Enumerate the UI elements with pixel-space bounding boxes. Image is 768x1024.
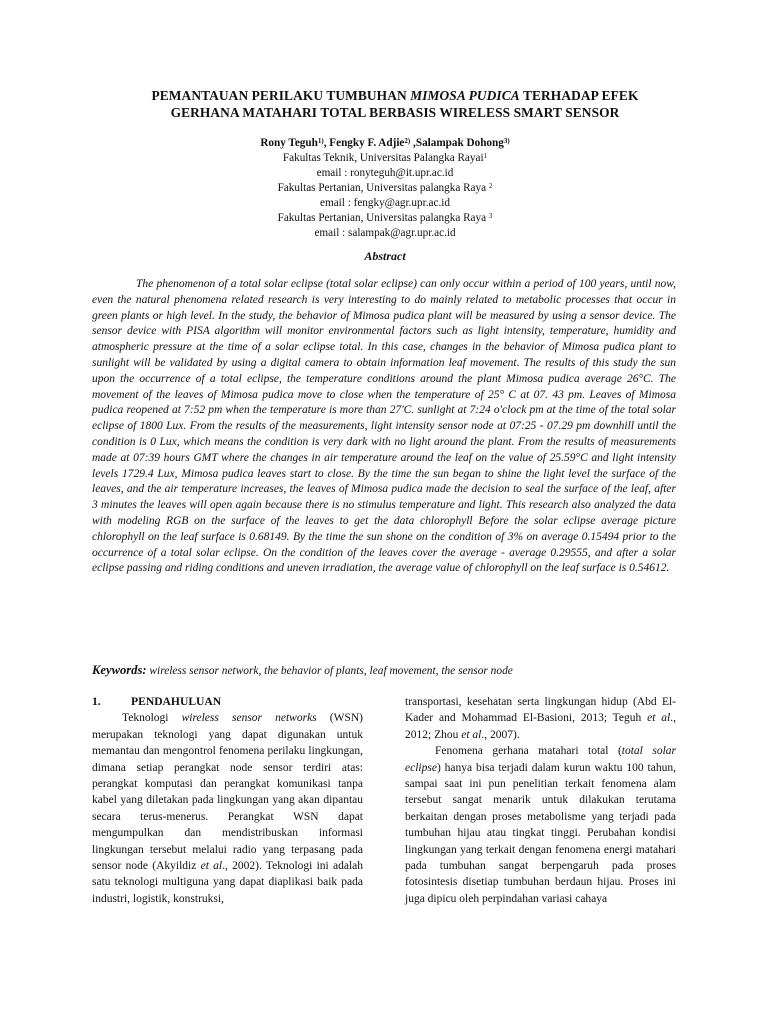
affiliation-3: [160, 211, 610, 226]
author-block: [160, 136, 610, 241]
author-2-mark: 2): [404, 137, 411, 145]
section-heading: [92, 694, 363, 710]
intro-p1-cont-start: transportasi, kesehatan serta lingkungan hidup (Abd El-Kader and Mohammad El-Basioni, 2013; Teguh: [405, 696, 676, 725]
affiliation-3-mark: 3: [488, 212, 493, 220]
right-column: [405, 694, 676, 907]
intro-p1-cont-etal-1: et al: [647, 712, 671, 725]
intro-p2-start: Fenomena gerhana matahari total (: [435, 745, 622, 758]
keywords-text: wireless sensor network, the behavior of plants, leaf movement, the sensor node: [146, 665, 513, 677]
affiliation-2-mark: 2: [488, 182, 493, 190]
paper-title: [100, 87, 690, 121]
author-3: ,Salampak Dohong: [410, 137, 504, 149]
abstract-text: The phenomenon of a total solar eclipse (total solar eclipse) can only occur within a period of 100 years, until now, even the natural phenomena related research is very interesting to do mainly related to metabolic processes that occur in green plants or high level. In the study, the behavior of Mimosa pudica plant will be measured by using a sensor device. The sensor device with PISA algorithm will monitor environmental factors such as light intensity, temperature, humidity and atmospheric pressure at the time of a solar eclipse total. In this case, changes in the behavior of Mimosa pudica plant to sunlight will be validated by using a digital camera to obtain information leaf movement. The results of this study the sun upon the occurrence of a total eclipse, the temperature conditions around the plant Mimosa pudica average 26°C. The movement of the leaves of Mimosa pudica move to close when the temperature of 25° C at 07. 43 pm. Leaves of Mimosa pudica reopened at 7:52 pm when the temperature is more than 27'C. sunlight at 7:24 o'clock pm at the time of the total solar eclipse of 1800 Lux. From the results of the measurements, light intensity sensor node at 07:25 - 07.29 pm downhill until the condition is 0 Lux, which means the condition is very dark with no light around the plant. From the results of measurements made at 07:39 hours GMT where the changes in air temperature around the leaf on the value of 25.59°C and light intensity levels 1729.4 Lux, Mimosa pudica leaves start to close. By the time the sun began to shine the light level the surface of the leaves, and the air temperature increases, the leaves of Mimosa pudica made the decision to seal the surface of the leaf, after 3 minutes the leaves will open again because there is no stimulus temperature and light. This research also analyzed the data with modeling RGB on the surface of the leaves to get the data chlorophyll Before the solar eclipse average picture chlorophyll on the leaf surface is 0.68149. By the time the sun shone on the condition of 3% on average 0.15494 prior to the occurrence of a total solar eclipse. On the condition of the leaves cover the average - average 0.29555, and after a solar eclipse passing and riding conditions and uneven irradiation, the average value of chlorophyll on the leaf surface is 0.54612.: [92, 278, 676, 575]
intro-p1-cont-etal-2: et al: [461, 728, 482, 741]
intro-paragraph-1: [92, 710, 363, 907]
title-line-1-end: TERHADAP EFEK: [519, 88, 639, 103]
left-column: [92, 694, 363, 907]
affiliation-2-text: Fakultas Pertanian, Universitas palangka Raya: [277, 182, 487, 194]
email-1: email : ronyteguh@it.upr.ac.id: [316, 167, 454, 179]
affiliation-1-mark: 1: [483, 152, 488, 160]
affiliation-2: [160, 181, 610, 196]
section-title: PENDAHULUAN: [131, 695, 222, 708]
intro-p2-body: ) hanya bisa terjadi dalam kurun waktu 100 tahun, sampai saat ini pun penelitian terkait fenomena alam tersebut sangat menarik untuk dilakukan terutama berkaitan dengan proses metabolisme yang terjadi pada tumbuhan hijau atau tingkat tinggi. Perubahan kondisi lingkungan yang terkait dengan fenomena energi matahari pada tumbuhan sangat berpengaruh pada proses fotosintesis disetiap tumbuhan berdaun hijau. Proses ini juga dipicu oleh perpindahan variasi cahaya: [405, 761, 676, 905]
intro-p1-end: ., 2002). Teknologi ini adalah satu teknologi multiguna yang dapat diaplikasi baik pada industri, logistik, konstruksi,: [92, 860, 363, 905]
intro-p1-term: wireless sensor networks: [181, 712, 317, 725]
abstract-heading: Abstract: [364, 249, 406, 263]
author-2: , Fengky F. Adjie: [323, 137, 405, 149]
title-species-name: MIMOSA PUDICA: [410, 88, 520, 103]
intro-p1-cont-middle: ., 2012; Zhou: [405, 712, 676, 741]
intro-paragraph-2: [405, 743, 676, 907]
affiliation-1: [160, 151, 610, 166]
intro-p1-start: Teknologi: [122, 712, 182, 725]
title-line-2: GERHANA MATAHARI TOTAL BERBASIS WIRELESS SMART SENSOR: [170, 105, 620, 120]
email-2: email : fengky@agr.upr.ac.id: [320, 197, 450, 209]
author-1: Rony Teguh: [260, 137, 318, 149]
author-3-mark: 3): [503, 137, 510, 145]
intro-p1-body: (WSN) merupakan teknologi yang dapat digunakan untuk memantau dan mengontrol fenomena perilaku lingkungan, dimana setiap perangkat node sensor terdiri atas: perangkat komputasi dan perangkat komunikasi tanpa kabel yang diletakan pada lingkungan yang akan dipantau secara terus-menerus. Perangkat WSN dapat mengumpulkan dan mendistribuskan informasi lingkungan tersebut melalui radio yang terpasang pada sensor node (Akyildiz: [92, 712, 364, 873]
intro-p1-etal: et al: [200, 860, 223, 873]
title-line-1-start: PEMANTAUAN PERILAKU TUMBUHAN: [151, 88, 411, 103]
keywords-label: Keywords:: [92, 663, 147, 677]
author-names: [160, 136, 610, 151]
section-number: 1.: [92, 695, 101, 708]
title-line-1: [100, 87, 690, 104]
affiliation-3-text: Fakultas Pertanian, Universitas palangka Raya: [277, 212, 487, 224]
intro-paragraph-1-continued: [405, 694, 676, 743]
intro-p2-term: total solar eclipse: [405, 745, 677, 774]
affiliation-1-text: Fakultas Teknik, Universitas Palangka Rayai: [282, 152, 484, 164]
email-3: email : salampak@agr.upr.ac.id: [314, 227, 456, 239]
keywords-line: [92, 663, 692, 678]
author-1-mark: 1): [317, 137, 324, 145]
intro-p1-cont-end: ., 2007).: [481, 728, 520, 741]
